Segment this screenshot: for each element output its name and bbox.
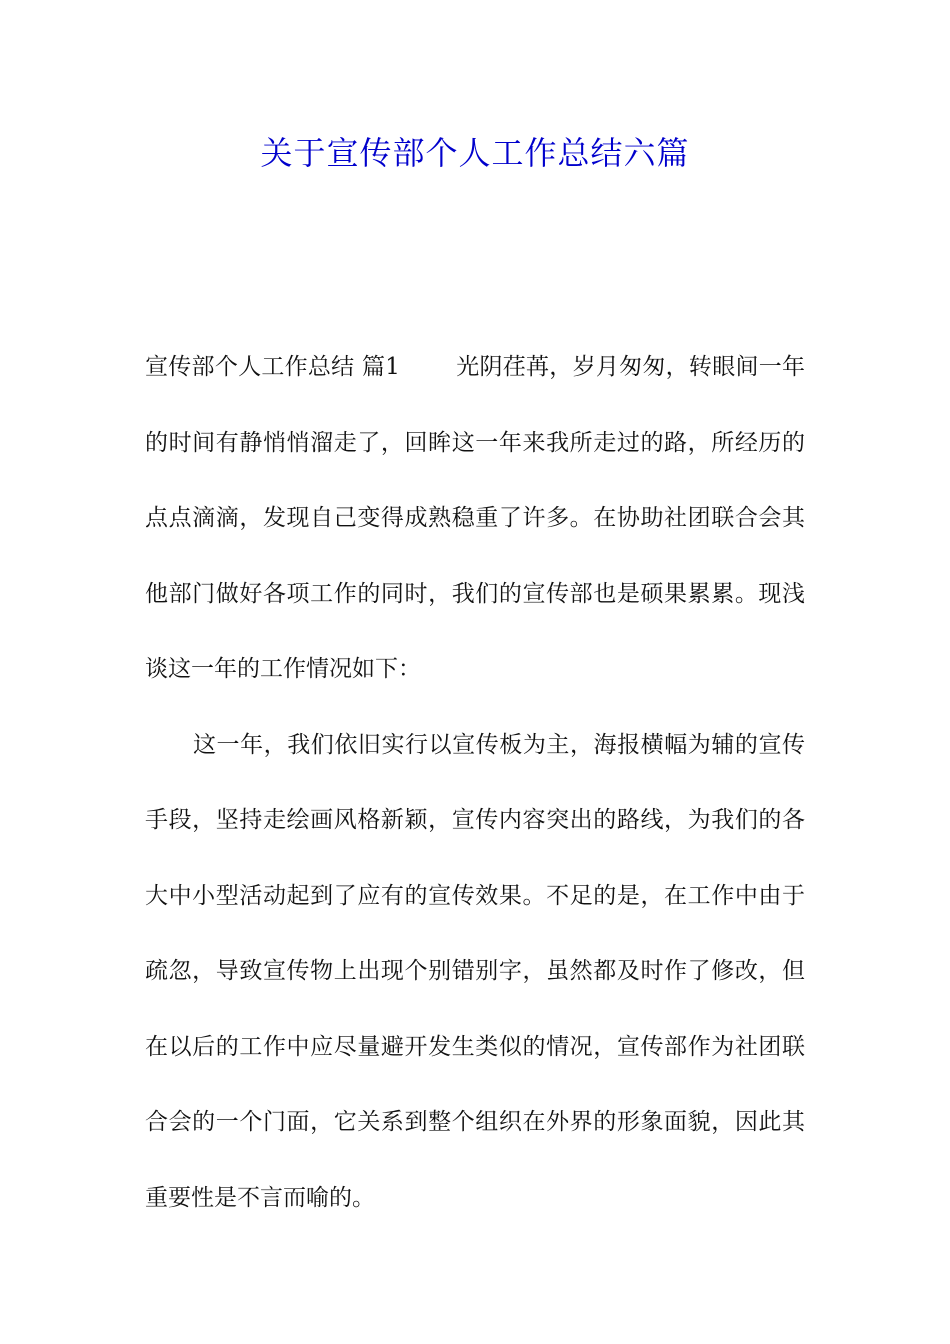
paragraph-2: 这一年，我们依旧实行以宣传板为主，海报横幅为辅的宣传手段，坚持走绘画风格新颖，宣传内容突出的路线，为我们的各大中小型活动起到了应有的宣传效果。不足的是，在工作中由于疏忽，导致宣传物上出现个别错别字，虽然都及时作了修改，但在以后的工作中应尽量避开发生类似的情况，宣传部作为社团联合会的一个门面，它关系到整个组织在外界的形象面貌，因此其重要性是不言而喻的。 bbox=[145, 731, 805, 1211]
document-title: 关于宣传部个人工作总结六篇 bbox=[260, 134, 690, 172]
document-body bbox=[145, 330, 805, 1236]
section-heading: 宣传部个人工作总结 篇1 bbox=[145, 354, 400, 380]
paragraph-intro bbox=[145, 330, 805, 708]
paragraph-1-text: 光阴荏苒，岁月匆匆，转眼间一年的时间有静悄悄溜走了，回眸这一年来我所走过的路，所经历的点点滴滴，发现自己变得成熟稳重了许多。在协助社团联合会其他部门做好各项工作的同时，我们的宣传部也是硕果累累。现浅谈这一年的工作情况如下： bbox=[145, 354, 806, 682]
